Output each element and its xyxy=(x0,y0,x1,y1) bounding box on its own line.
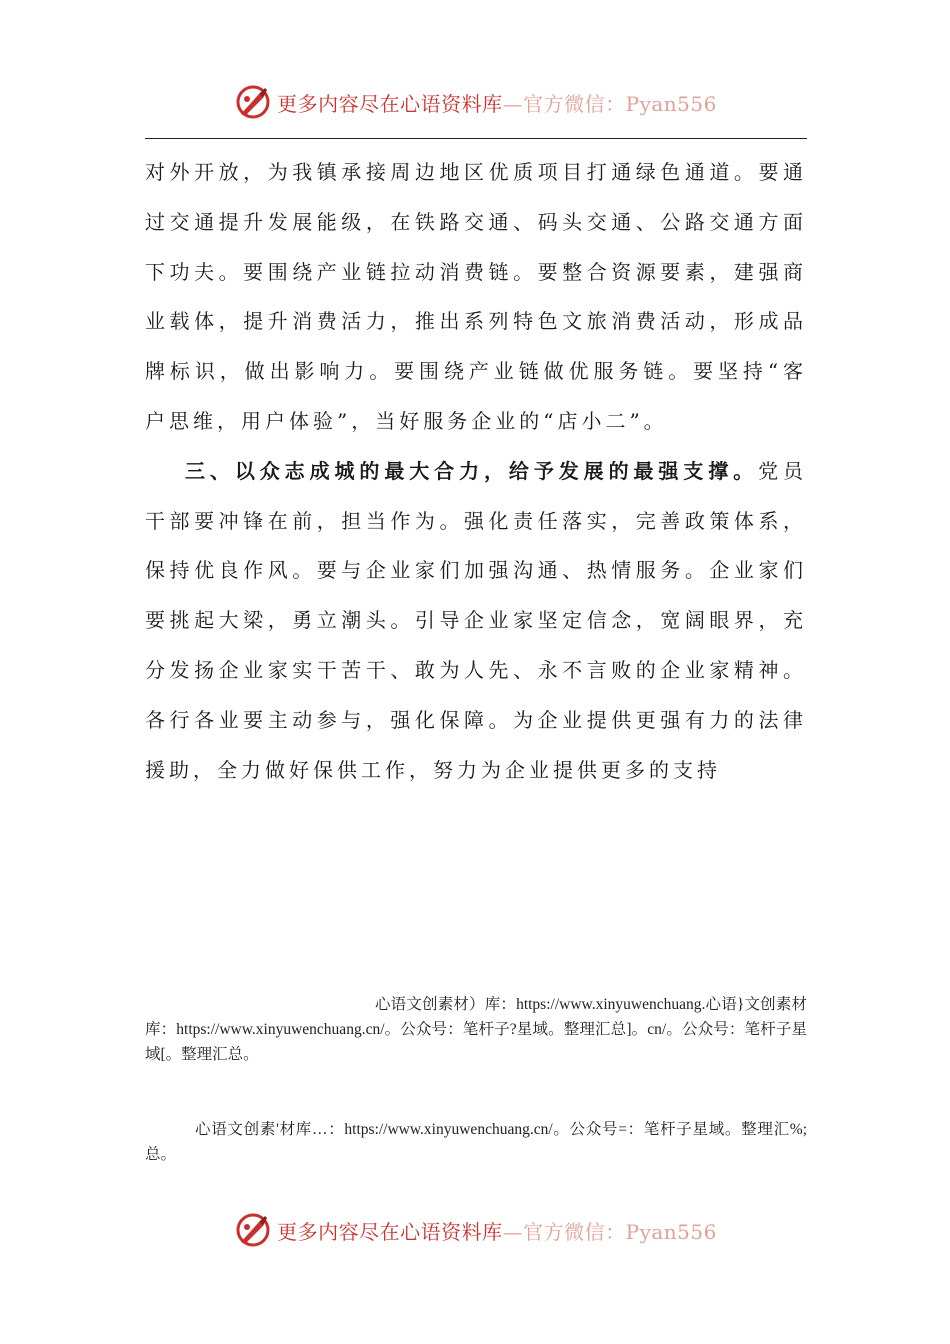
footnote-1: 心语文创素材）库：https://www.xinyuwenchuang.心语}文创素材库：https://www.xinyuwenchuang.cn/。公众号：笔杆子?星域。整理汇总]。cn/。公众号：笔杆子星域[。整理汇总。 xyxy=(145,996,807,1063)
paragraph-2-text: 党员干部要冲锋在前，担当作为。强化责任落实，完善政策体系，保持优良作风。要与企业家们加强沟通、热情服务。企业家们要挑起大梁，勇立潮头。引导企业家坚定信念，宽阔眼界，充分发扬企业家实干苦干、敢为人先、永不言败的企业家精神。各行各业要主动参与，强化保障。为企业提供更强有力的法律援助，全力做好保供工作，努力为企业提供更多的支持 xyxy=(145,458,808,782)
header-banner-id: Pyan556 xyxy=(625,91,717,116)
section-heading: 三、以众志成城的最大合力，给予发展的最强支撑。 xyxy=(185,458,759,483)
paragraph-2 xyxy=(145,447,807,796)
footer-banner-id: Pyan556 xyxy=(625,1219,717,1244)
header-banner-text xyxy=(277,88,717,117)
header-banner-main: 更多内容尽在心语资料库 xyxy=(277,91,503,116)
footer-banner-main: 更多内容尽在心语资料库 xyxy=(277,1219,503,1244)
footer-banner-text xyxy=(277,1216,717,1245)
footer-banner xyxy=(0,1208,950,1252)
header-rule xyxy=(145,138,807,139)
header-banner-dash: — xyxy=(502,91,524,116)
header-banner xyxy=(0,80,950,124)
footer-banner-dash: — xyxy=(502,1219,524,1244)
paragraph-1: 对外开放，为我镇承接周边地区优质项目打通绿色通道。要通过交通提升发展能级，在铁路交通、码头交通、公路交通方面下功夫。要围绕产业链拉动消费链。要整合资源要素，建强商业载体，提升消费活力，推出系列特色文旅消费活动，形成品牌标识，做出影响力。要围绕产业链做优服务链。要坚持“客户思维，用户体验”，当好服务企业的“店小二”。 xyxy=(145,160,807,433)
footnote-2: 心语文创素'材库…：https://www.xinyuwenchuang.cn/。公众号=：笔杆子星域。整理汇%;总。 xyxy=(145,1121,807,1163)
footer-banner-wechat: 官方微信： xyxy=(523,1219,626,1244)
header-banner-wechat: 官方微信： xyxy=(523,91,626,116)
pen-logo-icon xyxy=(233,1210,273,1250)
pen-logo-icon xyxy=(233,82,273,122)
body-text xyxy=(145,148,807,795)
